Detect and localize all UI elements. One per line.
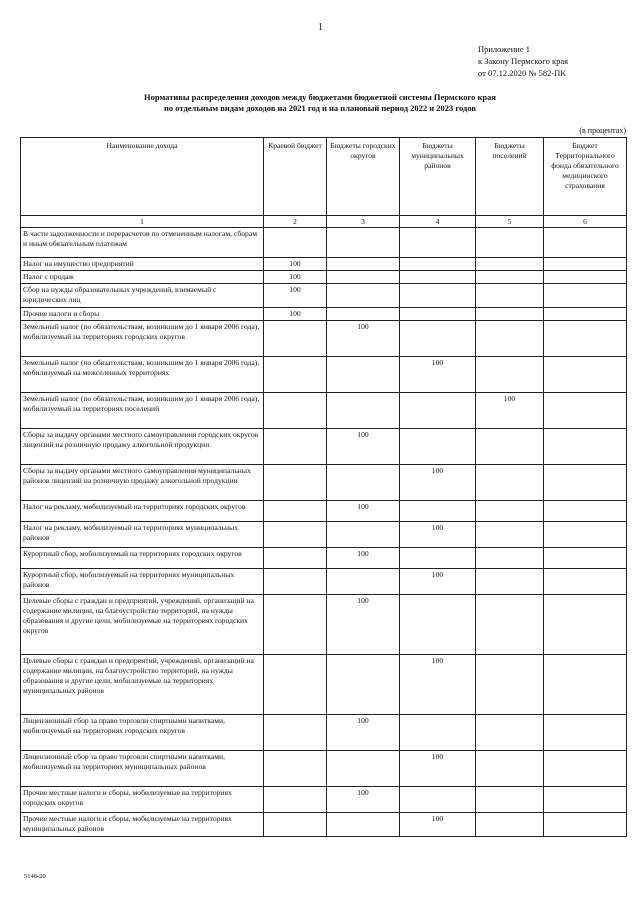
rate-cell (544, 655, 627, 715)
rate-cell (476, 715, 544, 751)
rate-cell (264, 357, 327, 393)
rate-cell: 100 (327, 548, 400, 569)
rate-cell (476, 501, 544, 522)
table-row (21, 284, 627, 308)
column-number: 3 (327, 216, 400, 228)
appendix-reference (478, 43, 568, 79)
page-number: 1 (318, 22, 323, 33)
rate-cell (476, 522, 544, 548)
table-row (21, 522, 627, 548)
income-name-cell: Курортный сбор, мобилизуемый на территориях городских округов (21, 548, 264, 569)
table-row (21, 228, 627, 258)
rate-cell: 100 (400, 465, 476, 501)
table-row (21, 715, 627, 751)
income-name-cell: Лицензионный сбор за право торговли спиртными напитками, мобилизуемый на территориях муниципальных районов (21, 751, 264, 787)
rate-cell (476, 429, 544, 465)
rate-cell: 100 (327, 715, 400, 751)
rate-cell (476, 271, 544, 284)
rate-cell (476, 228, 544, 258)
rate-cell: 100 (400, 655, 476, 715)
rate-cell (544, 548, 627, 569)
rate-cell (544, 595, 627, 655)
column-header: Бюджеты муниципальных районов (400, 138, 476, 216)
rate-cell (544, 501, 627, 522)
income-name-cell: В части задолженности и перерасчетов по отмененным налогам, сборам и иным обязательным платежам (21, 228, 264, 258)
revenue-table (20, 137, 627, 837)
rate-cell (544, 751, 627, 787)
rate-cell (327, 813, 400, 837)
title-line: по отдельным видам доходов на 2021 год и на плановый период 2022 и 2023 годов (164, 103, 476, 113)
table-row (21, 357, 627, 393)
rate-cell (327, 271, 400, 284)
table-row (21, 308, 627, 321)
rate-cell (327, 465, 400, 501)
column-number: 2 (264, 216, 327, 228)
rate-cell (264, 321, 327, 357)
rate-cell (264, 429, 327, 465)
rate-cell: 100 (327, 429, 400, 465)
rate-cell (327, 751, 400, 787)
rate-cell: 100 (327, 501, 400, 522)
table-row (21, 595, 627, 655)
rate-cell (476, 258, 544, 271)
table-row (21, 655, 627, 715)
rate-cell: 100 (400, 522, 476, 548)
column-number: 6 (544, 216, 627, 228)
income-name-cell: Целевые сборы с граждан и предприятий, учреждений, организаций на содержание милиции, на благоустройство территорий, на нужды образования и другие цели, мобилизуемые на территориях муниципальных районов (21, 655, 264, 715)
rate-cell (264, 751, 327, 787)
income-name-cell: Налог на рекламу, мобилизуемый на территориях городских округов (21, 501, 264, 522)
rate-cell (264, 813, 327, 837)
rate-cell (400, 393, 476, 429)
rate-cell (264, 569, 327, 595)
rate-cell (264, 715, 327, 751)
rate-cell (264, 655, 327, 715)
income-name-cell: Прочие местные налоги и сборы, мобилизуемые на территориях городских округов (21, 787, 264, 813)
rate-cell (476, 569, 544, 595)
income-name-cell: Земельный налог (по обязательствам, возникшим до 1 января 2006 года), мобилизуемый на территориях поселений (21, 393, 264, 429)
table-row (21, 429, 627, 465)
rate-cell (544, 787, 627, 813)
table-row (21, 751, 627, 787)
income-name-cell: Земельный налог (по обязательствам, возникшим до 1 января 2006 года), мобилизуемый на межселенных территориях (21, 357, 264, 393)
rate-cell (476, 548, 544, 569)
table-row (21, 465, 627, 501)
rate-cell: 100 (327, 787, 400, 813)
rate-cell (327, 393, 400, 429)
rate-cell (544, 465, 627, 501)
rate-cell: 100 (327, 595, 400, 655)
rate-cell: 100 (264, 258, 327, 271)
rate-cell (327, 655, 400, 715)
rate-cell (327, 258, 400, 271)
column-number: 5 (476, 216, 544, 228)
table-row (21, 548, 627, 569)
table-row (21, 271, 627, 284)
income-name-cell: Целевые сборы с граждан и предприятий, учреждений, организаций на содержание милиции, на благоустройство территорий, на нужды образования и другие цели, мобилизуемые на территориях городских округов (21, 595, 264, 655)
document-title (0, 92, 640, 114)
income-name-cell: Налог на имущество предприятий (21, 258, 264, 271)
income-name-cell: Прочие местные налоги и сборы, мобилизуемые на территориях муниципальных районов (21, 813, 264, 837)
rate-cell (327, 522, 400, 548)
rate-cell (476, 595, 544, 655)
rate-cell: 100 (400, 357, 476, 393)
rate-cell (264, 393, 327, 429)
document-code: 5148-20 (24, 873, 46, 880)
rate-cell: 100 (264, 308, 327, 321)
rate-cell (476, 321, 544, 357)
rate-cell (264, 595, 327, 655)
rate-cell (327, 228, 400, 258)
rate-cell (544, 258, 627, 271)
rate-cell: 100 (327, 321, 400, 357)
table-row (21, 501, 627, 522)
rate-cell (544, 308, 627, 321)
table-row (21, 393, 627, 429)
column-number-row (21, 216, 627, 228)
column-header: Бюджет Территориального фонда обязательного медицинского страхования (544, 138, 627, 216)
income-name-cell: Земельный налог (по обязательствам, возникшим до 1 января 2006 года), мобилизуемый на территориях городских округов (21, 321, 264, 357)
column-header: Бюджеты городских округов (327, 138, 400, 216)
rate-cell (544, 271, 627, 284)
income-name-cell: Сборы за выдачу органами местного самоуправления муниципальных районов лицензий на розничную продажу алкогольной продукции (21, 465, 264, 501)
rate-cell (400, 501, 476, 522)
income-name-cell: Сборы за выдачу органами местного самоуправления городских округов лицензий на розничную продажу алкогольной продукции (21, 429, 264, 465)
rate-cell (476, 465, 544, 501)
rate-cell (327, 569, 400, 595)
rate-cell (400, 787, 476, 813)
table-row (21, 569, 627, 595)
table-row (21, 321, 627, 357)
appendix-line: от 07.12.2020 № 582-ПК (478, 68, 566, 78)
units-note: (в процентах) (579, 126, 626, 135)
rate-cell (476, 787, 544, 813)
rate-cell (264, 501, 327, 522)
rate-cell (264, 522, 327, 548)
table-row (21, 258, 627, 271)
rate-cell (544, 429, 627, 465)
table-row (21, 787, 627, 813)
rate-cell: 100 (400, 813, 476, 837)
rate-cell (476, 284, 544, 308)
rate-cell (544, 813, 627, 837)
rate-cell (400, 321, 476, 357)
income-name-cell: Лицензионный сбор за право торговли спиртными напитками, мобилизуемый на территориях городских округов (21, 715, 264, 751)
rate-cell: 100 (400, 569, 476, 595)
rate-cell (264, 228, 327, 258)
rate-cell: 100 (264, 284, 327, 308)
table-header-row (21, 138, 627, 216)
rate-cell (400, 284, 476, 308)
rate-cell (400, 228, 476, 258)
rate-cell (544, 321, 627, 357)
column-header: Наименование дохода (21, 138, 264, 216)
table-row (21, 813, 627, 837)
rate-cell (476, 813, 544, 837)
rate-cell (544, 715, 627, 751)
rate-cell (544, 228, 627, 258)
rate-cell (400, 308, 476, 321)
rate-cell (544, 357, 627, 393)
rate-cell (264, 548, 327, 569)
rate-cell: 100 (476, 393, 544, 429)
rate-cell (400, 548, 476, 569)
rate-cell (327, 357, 400, 393)
column-header: Бюджеты поселений (476, 138, 544, 216)
appendix-line: Приложение 1 (478, 44, 530, 54)
income-name-cell: Сбор на нужды образовательных учреждений, взимаемый с юридических лиц (21, 284, 264, 308)
rate-cell (400, 429, 476, 465)
rate-cell (264, 465, 327, 501)
column-header: Краевой бюджет (264, 138, 327, 216)
column-number: 1 (21, 216, 264, 228)
income-name-cell: Курортный сбор, мобилизуемый на территориях муниципальных районов (21, 569, 264, 595)
rate-cell (544, 522, 627, 548)
rate-cell (476, 308, 544, 321)
rate-cell (400, 258, 476, 271)
rate-cell (544, 569, 627, 595)
rate-cell (476, 357, 544, 393)
income-name-cell: Прочие налоги и сборы (21, 308, 264, 321)
rate-cell (264, 787, 327, 813)
appendix-line: к Закону Пермского края (478, 56, 569, 66)
rate-cell (476, 655, 544, 715)
rate-cell (544, 284, 627, 308)
rate-cell (400, 271, 476, 284)
rate-cell (327, 308, 400, 321)
rate-cell (327, 284, 400, 308)
rate-cell (400, 595, 476, 655)
rate-cell (544, 393, 627, 429)
income-name-cell: Налог на рекламу, мобилизуемый на территориях муниципальных районов (21, 522, 264, 548)
rate-cell (400, 715, 476, 751)
column-number: 4 (400, 216, 476, 228)
rate-cell: 100 (400, 751, 476, 787)
title-line: Нормативы распределения доходов между бюджетами бюджетной системы Пермского края (143, 92, 496, 102)
rate-cell (476, 751, 544, 787)
rate-cell: 100 (264, 271, 327, 284)
income-name-cell: Налог с продаж (21, 271, 264, 284)
